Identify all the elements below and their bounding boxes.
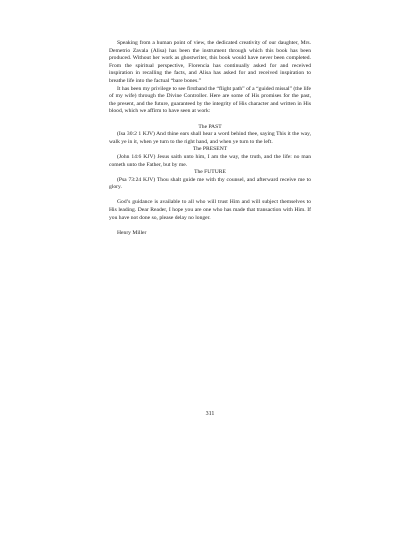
scripture-past: (Isa 30:2 1 KJV) And thine ears shall hear a word behind thee, saying This it the way, walk ye in it, when ye turn to the right hand, and when ye turn to the left.	[109, 131, 311, 145]
scripture-present: (John 14:6 KJV) Jesus saith unto him, I am the way, the truth, and the life: no man cometh unto the Father, but by me.	[109, 153, 311, 168]
page-body	[109, 40, 311, 237]
heading-future: The FUTURE	[194, 169, 226, 176]
spacer	[109, 116, 311, 124]
spacer	[109, 222, 311, 230]
heading-past: The PAST	[198, 123, 222, 130]
scripture-future: (Psa 73:24 KJV) Thou shalt guide me with thy counsel, and afterward receive me to glory.	[109, 176, 311, 191]
paragraph-closing: God’s guidance is available to all who will trust Him and will subject themselves to His leading. Dear Reader, I hope you are one who has made that transaction with Him. If you have not done so, please delay no longer.	[109, 199, 311, 221]
spacer	[109, 192, 311, 200]
heading-present: The PRESENT	[192, 146, 228, 153]
page-number: 311	[205, 411, 215, 417]
paragraph-intro: Speaking from a human point of view, the dedicated creativity of our daughter, Mrs. Demetrio Zavala (Alisa) has been the instrument through which this book has been produced. Without her work as ghostwriter, this book would have never been completed. From the spiritual perspective, Florencia has continually asked for and received inspiration in recalling the facts, and Alisa has asked for and received inspiration to breathe life into the factual “bare bones.”	[109, 40, 311, 84]
paragraph-privilege: It has been my privilege to see firsthand the “flight path” of a “guided missal” (the life of my wife) through the Divine Controller. Here are some of His promises for the past, the present, and the future, guaranteed by the integrity of His character and written in His blood, which we affirm to have seen at work:	[109, 85, 311, 115]
signature: Henry Miller	[117, 229, 147, 236]
